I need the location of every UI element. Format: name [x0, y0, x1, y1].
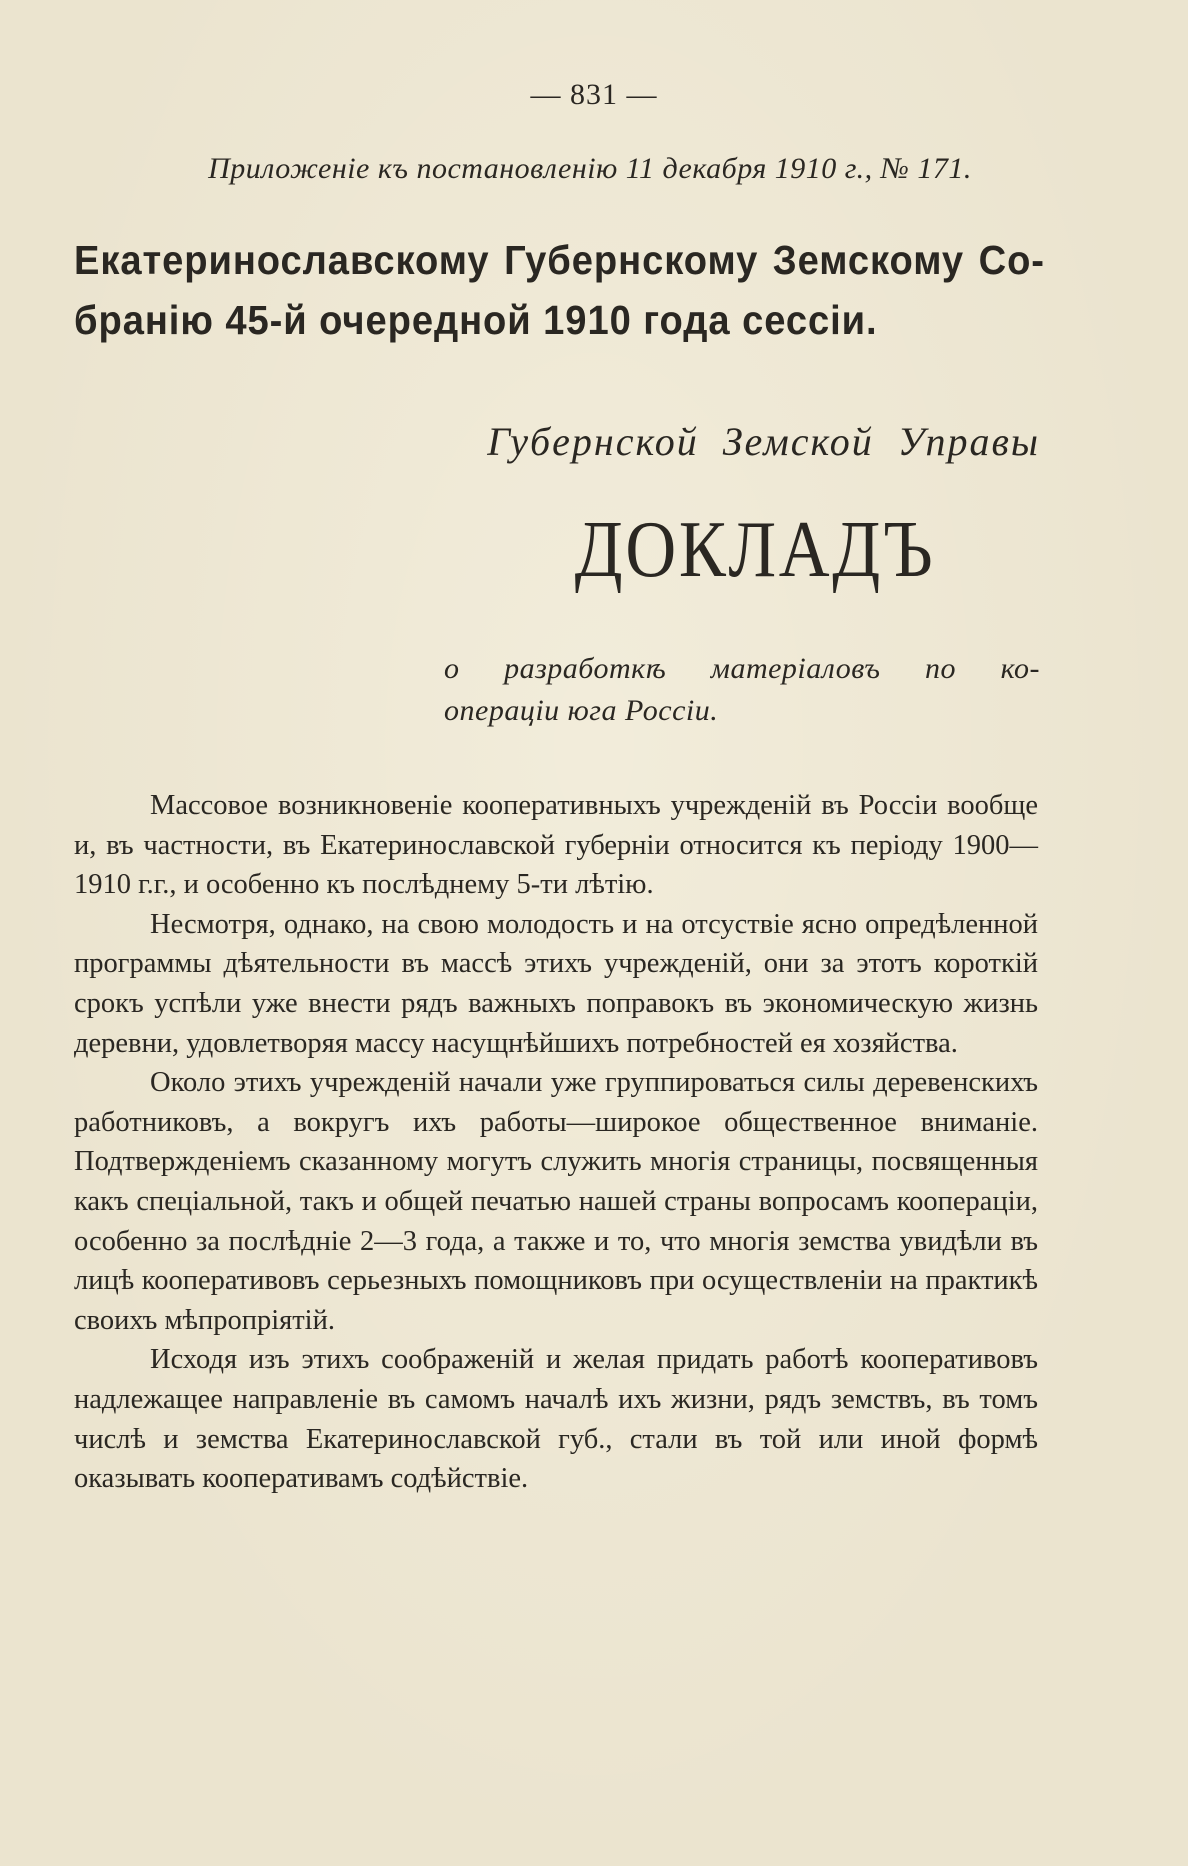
body-paragraph: Исходя изъ этихъ соображенiй и желая придать работѣ кооперативовъ надлежащее направленiе въ самомъ началѣ ихъ жизни, рядъ земствъ, въ томъ числѣ и земства Екатеринославской губ., стали въ той или иной формѣ оказывать кооперативамъ содѣйствiе. — [74, 1344, 1038, 1495]
report-subject-line-2: операцiи юга Россiи. — [444, 694, 719, 727]
appendix-reference: Приложенiе къ постановленiю 11 декабря 1910 г., № 171. — [208, 152, 972, 185]
addressee-heading — [74, 230, 1045, 350]
body-paragraph: Массовое возникновенiе кооперативныхъ учрежденiй въ Россiи вообще и, въ частности, въ Екатеринославской губернiи относится къ перiоду 1900—1910 г.г., и особенно къ послѣднему 5-ти лѣтiю. — [74, 790, 1038, 901]
body-paragraph: Около этихъ учрежденiй начали уже группироваться силы деревенскихъ работниковъ, а вокругъ ихъ работы—широкое общественное вниманiе. Подтвержденiемъ сказанному могутъ служить многiя страницы, посвященныя какъ спецiальной, такъ и общей печатью нашей страны вопросамъ кооперацiи, особенно за послѣднiе 2—3 года, а также и то, что многiя земства увидѣли въ лицѣ кооперативовъ серьезныхъ помощниковъ при осуществленiи на практикѣ своихъ мѣпропрiятiй. — [74, 1067, 1038, 1336]
report-subject-line-1: о разработкѣ матерiаловъ по ко- — [444, 652, 1040, 685]
addressee-heading-line-1: Екатеринославскому Губернскому Земскому Со- — [74, 237, 1045, 283]
body-text — [74, 786, 1038, 1499]
body-paragraph: Несмотря, однако, на свою молодость и на отсуствiе ясно опредѣленной программы дѣятельности въ массѣ этихъ учрежденiй, они за этотъ короткiй срокъ успѣли уже внести рядъ важныхъ поправокъ въ экономическую жизнь деревни, удовлетворяя массу насущнѣйшихъ потребностей ея хозяйства. — [74, 908, 1038, 1059]
page-number: — 831 — — [530, 78, 658, 111]
addressee-heading-line-2: бранiю 45-й очередной 1910 года сессiи. — [74, 297, 878, 343]
document-title: ДОКЛАДЪ — [574, 506, 936, 594]
issuing-body: Губернской Земской Управы — [487, 419, 1040, 464]
report-subject — [444, 648, 1040, 732]
